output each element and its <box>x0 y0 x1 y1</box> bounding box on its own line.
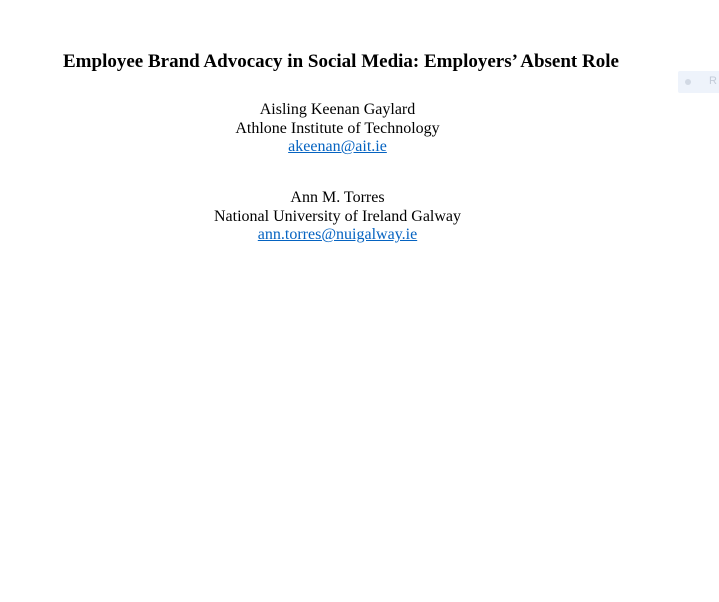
author-affiliation: National University of Ireland Galway <box>213 207 462 225</box>
author-name: Ann M. Torres <box>290 189 385 206</box>
paper-title: Employee Brand Advocacy in Social Media: Employers’ Absent Role <box>63 51 619 72</box>
author-block-2 <box>0 189 675 245</box>
author-affiliation: Athlone Institute of Technology <box>235 119 440 137</box>
author-email-link[interactable]: ann.torres@nuigalway.ie <box>257 226 418 243</box>
dot-icon <box>685 79 691 85</box>
side-panel-tab[interactable] <box>678 71 719 93</box>
author-name: Aisling Keenan Gaylard <box>259 101 416 118</box>
author-email-link[interactable]: akeenan@ait.ie <box>288 138 387 155</box>
author-block-1 <box>0 101 675 157</box>
side-panel-tab-label: R <box>709 75 717 87</box>
